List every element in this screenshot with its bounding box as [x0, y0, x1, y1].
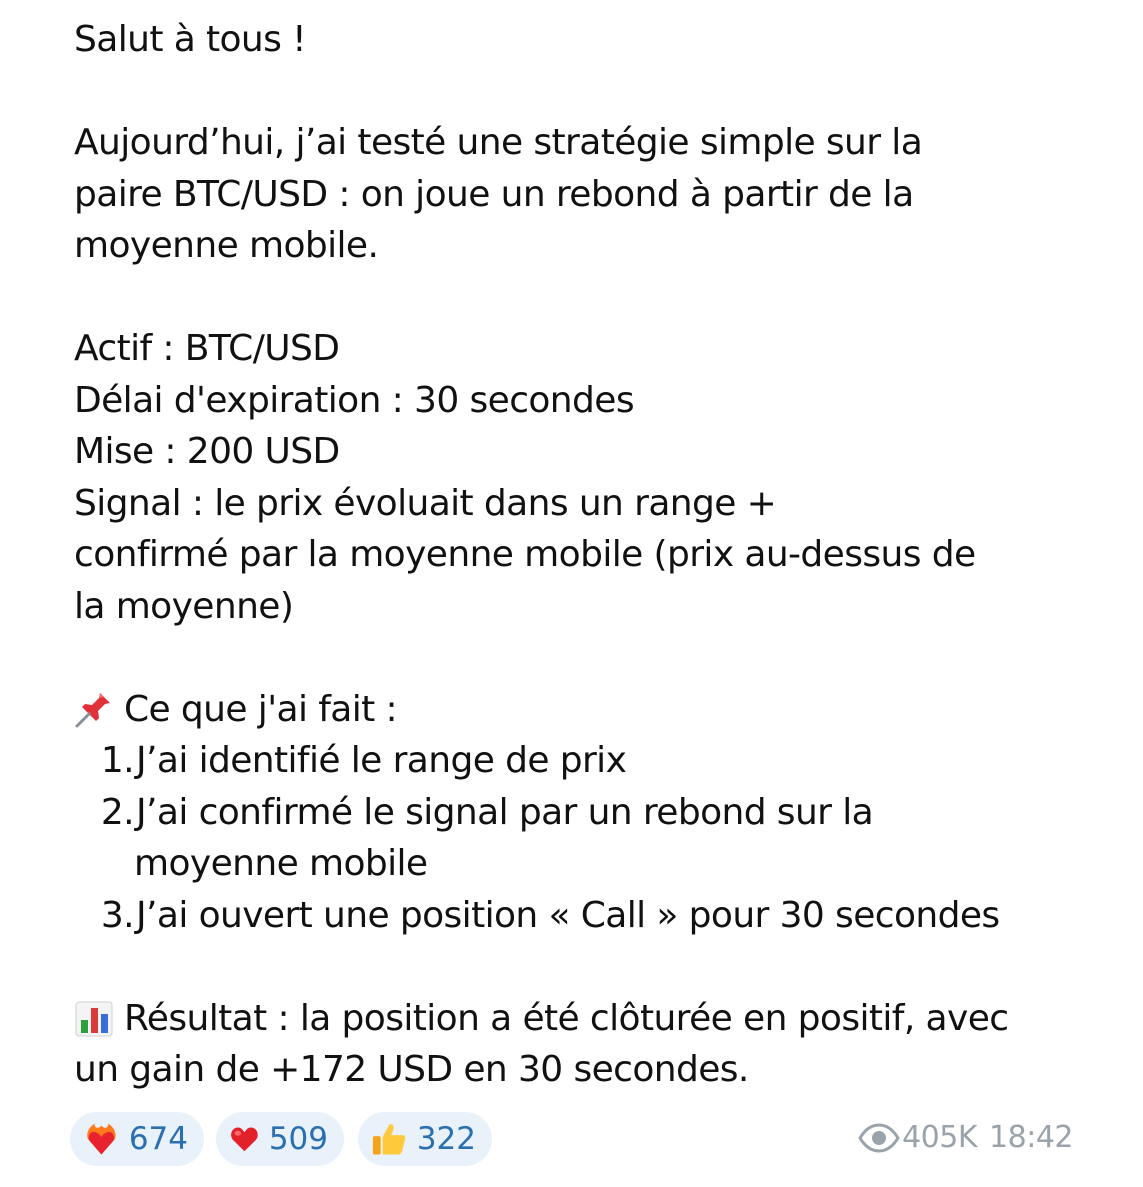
pushpin-icon — [74, 689, 114, 729]
message-text — [74, 14, 1074, 1096]
detail-line: Délai d'expiration : 30 secondes — [74, 379, 634, 421]
detail-line: Actif : BTC/USD — [74, 328, 340, 369]
detail-line: confirmé par la moyenne mobile (prix au-dessus de — [74, 534, 976, 575]
step-number: 1. — [100, 740, 134, 781]
thumbs-up-icon — [370, 1119, 409, 1159]
step-number: 2. — [100, 791, 134, 833]
reaction-red-heart[interactable] — [216, 1112, 344, 1166]
result-line — [74, 993, 1074, 1045]
reaction-count: 509 — [268, 1121, 328, 1157]
step-text-continued: moyenne mobile — [134, 843, 428, 884]
step-number: 3. — [100, 894, 134, 936]
step-text: J’ai confirmé le signal par un rebond sur la — [136, 791, 874, 833]
intro-line: Aujourd’hui, j’ai testé une stratégie simple sur la — [74, 122, 923, 163]
result-text-continued: un gain de +172 USD en 30 secondes. — [74, 1049, 749, 1090]
result-text: Résultat : la position a été clôturée en positif, avec — [124, 997, 1009, 1039]
intro-line: paire BTC/USD : on joue un rebond à partir de la — [74, 173, 914, 215]
reaction-heart-on-fire[interactable] — [70, 1112, 204, 1166]
detail-line: Signal : le prix évoluait dans un range + — [74, 482, 777, 524]
steps-heading — [74, 684, 1074, 736]
steps-heading-text: Ce que j'ai fait : — [124, 688, 398, 730]
intro-line: moyenne mobile. — [74, 225, 379, 266]
reaction-count: 674 — [128, 1121, 188, 1157]
eye-icon — [858, 1123, 900, 1153]
reaction-count: 322 — [416, 1121, 476, 1157]
message-footer — [70, 1112, 1073, 1168]
message-time: 18:42 — [989, 1120, 1073, 1155]
detail-line: la moyenne) — [74, 585, 294, 627]
bar-chart-icon — [74, 998, 114, 1038]
red-heart-icon — [228, 1119, 261, 1159]
detail-line: Mise : 200 USD — [74, 431, 340, 472]
list-item — [74, 787, 1074, 839]
reaction-thumbs-up[interactable] — [358, 1112, 492, 1166]
heart-on-fire-icon — [82, 1119, 121, 1159]
message-meta — [858, 1120, 1073, 1155]
step-text: J’ai ouvert une position « Call » pour 30 secondes — [136, 894, 1000, 936]
greeting-text: Salut à tous ! — [74, 19, 306, 60]
list-item — [74, 890, 1074, 942]
list-item — [74, 735, 1074, 787]
step-text: J’ai identifié le range de prix — [136, 740, 627, 781]
views-count: 405K — [902, 1120, 978, 1155]
